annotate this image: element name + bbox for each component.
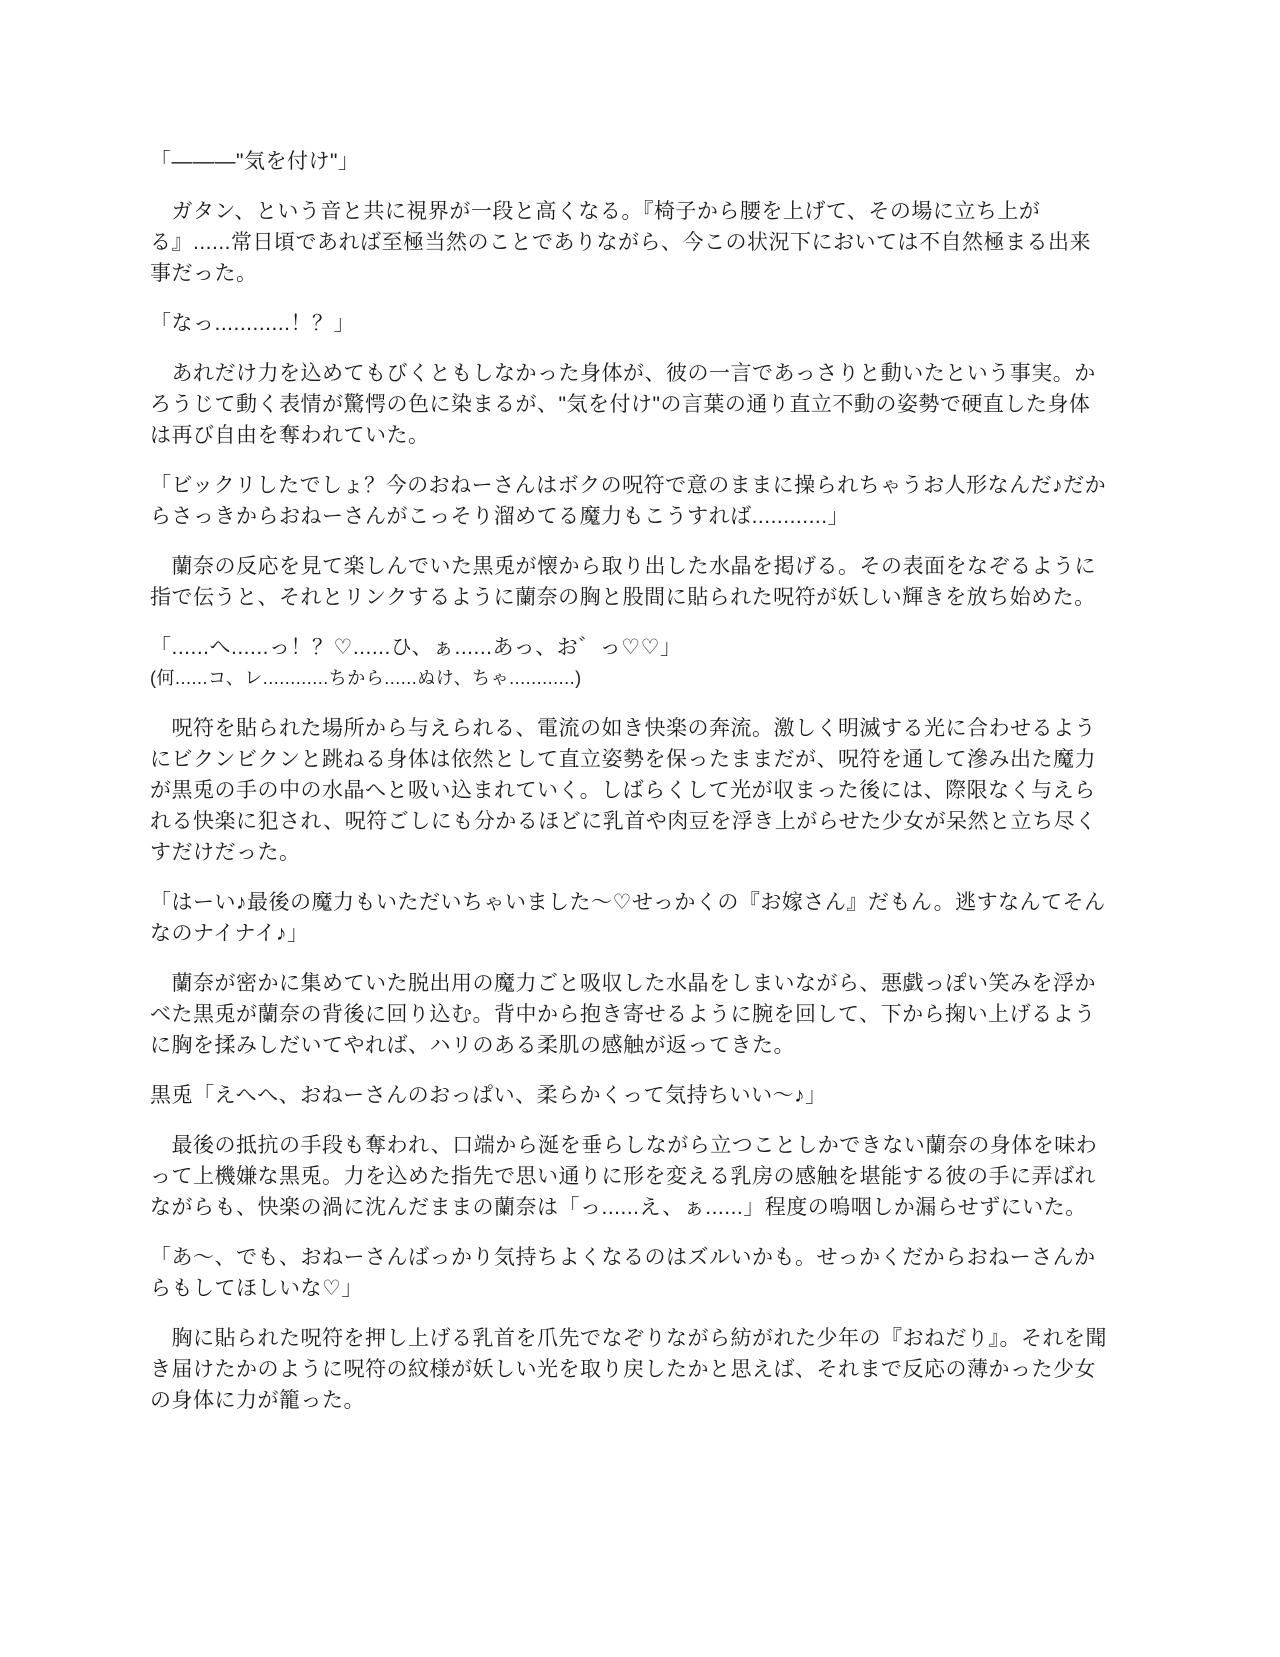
narration-paragraph: ガタン、という音と共に視界が一段と高くなる。『椅子から腰を上げて、その場に立ち上がる』......常日頃であれば至極当然のことでありながら、今この状況下においては不自然極まる出来事だった。 bbox=[150, 200, 1092, 285]
dialogue-line: 黒兎「えへへ、おねーさんのおっぱい、柔らかくって気持ちいい〜♪」 bbox=[150, 1084, 827, 1107]
story-text-block bbox=[150, 146, 1108, 1435]
dialogue-line: 「はーい♪最後の魔力もいただいちゃいました〜♡せっかくの『お嫁さん』だもん。逃すなんてそんなのナイナイ♪」 bbox=[150, 891, 1106, 945]
dialogue-line: 「......へ......っ！？♡......ひ、ぁ......あっ、お゛っ♡♡」 bbox=[150, 636, 682, 659]
narration-paragraph: 呪符を貼られた場所から与えられる、電流の如き快楽の奔流。激しく明滅する光に合わせるようにビクンビクンと跳ねる身体は依然として直立姿勢を保ったままだが、呪符を通して滲み出た魔力が黒兎の手の中の水晶へと吸い込まれていく。しばらくして光が収まった後には、際限なく与えられる快楽に犯され、呪符ごしにも分かるほどに乳首や肉豆を浮き上がらせた少女が呆然と立ち尽くすだけだった。 bbox=[150, 717, 1097, 864]
narration-paragraph: 蘭奈が密かに集めていた脱出用の魔力ごと吸収した水晶をしまいながら、悪戯っぽい笑みを浮かべた黒兎が蘭奈の背後に回り込む。背中から抱き寄せるように腕を回して、下から掬い上げるように胸を揉みしだいてやれば、ハリのある柔肌の感触が返ってきた。 bbox=[150, 972, 1096, 1057]
narration-paragraph: 胸に貼られた呪符を押し上げる乳首を爪先でなぞりながら紡がれた少年の『おねだり』。それを聞き届けたかのように呪符の紋様が妖しい光を取り戻したかと思えば、それまで反応の薄かった少女の身体に力が籠った。 bbox=[150, 1327, 1107, 1412]
dialogue-line: 「ビックリしたでしょ？今のおねーさんはボクの呪符で意のままに操られちゃうお人形なんだ♪だからさっきからおねーさんがこっそり溜めてる魔力もこうすれば............」 bbox=[150, 474, 1107, 528]
narration-paragraph: 蘭奈の反応を見て楽しんでいた黒兎が懐から取り出した水晶を掲げる。その表面をなぞるように指で伝うと、それとリンクするように蘭奈の胸と股間に貼られた呪符が妖しい輝きを放ち始めた。 bbox=[150, 555, 1096, 609]
inner-thought-line: (何......コ、レ............ちから......ぬけ、ちゃ............) bbox=[150, 668, 582, 688]
dialogue-line: 「なっ............！？」 bbox=[150, 312, 356, 335]
dialogue-line: 「———"気を付け"」 bbox=[150, 150, 360, 173]
narration-paragraph: あれだけ力を込めてもびくともしなかった身体が、彼の一言であっさりと動いたという事実。かろうじて動く表情が驚愕の色に染まるが、"気を付け"の言葉の通り直立不動の姿勢で硬直した身体は再び自由を奪われていた。 bbox=[150, 362, 1096, 447]
dialogue-line: 「あ〜、でも、おねーさんばっかり気持ちよくなるのはズルいかも。せっかくだからおねーさんからもしてほしいな♡」 bbox=[150, 1246, 1096, 1300]
narration-paragraph: 最後の抵抗の手段も奪われ、口端から涎を垂らしながら立つことしかできない蘭奈の身体を味わって上機嫌な黒兎。力を込めた指先で思い通りに形を変える乳房の感触を堪能する彼の手に弄ばれながらも、快楽の渦に沈んだままの蘭奈は「っ......え、ぁ......」程度の嗚咽しか漏らせずにいた。 bbox=[150, 1134, 1098, 1219]
